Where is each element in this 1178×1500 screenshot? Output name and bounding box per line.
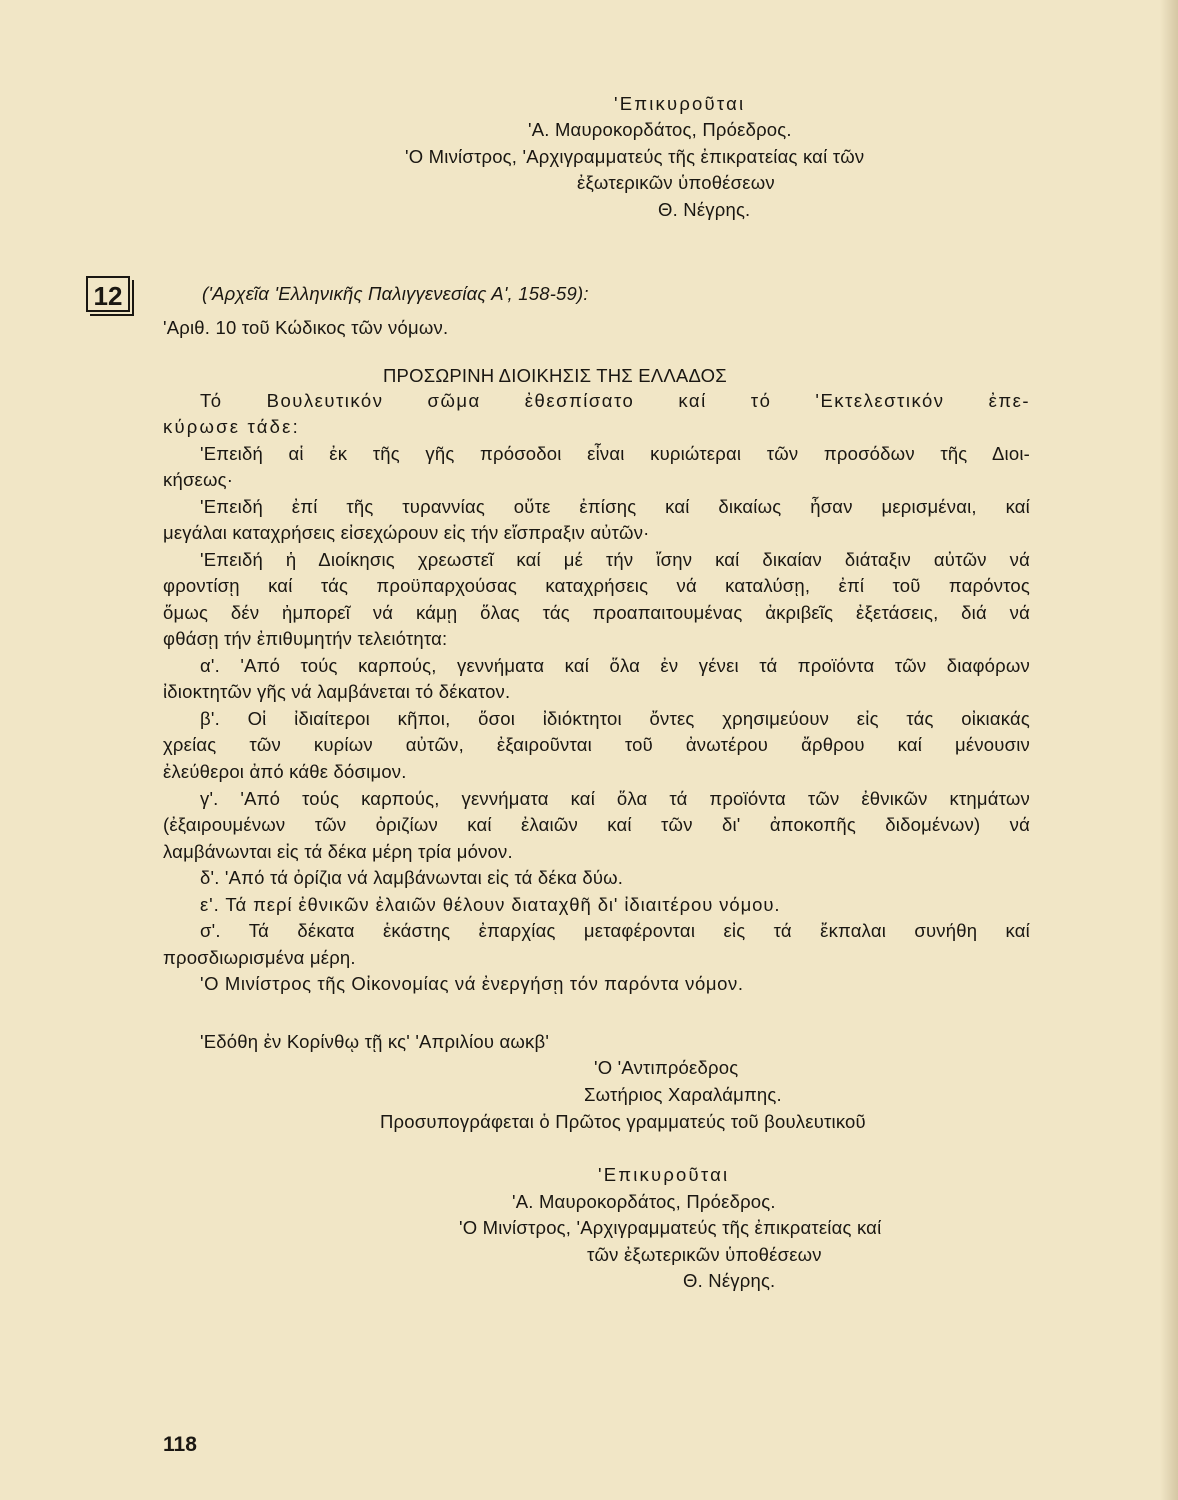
body-line-21: σ'. Τά δέκατα ἑκάστης ἐπαρχίας μεταφέρονται εἰς τά ἔκπαλαι συνήθη καί bbox=[200, 920, 1030, 941]
issued-line: 'Εδόθη ἐν Κορίνθῳ τῇ κς' 'Απριλίου αωκβ' bbox=[200, 1031, 550, 1052]
body-line-2: κύρωσε τάδε: bbox=[163, 416, 300, 437]
top-ratified: 'Επικυροῦται bbox=[614, 93, 746, 114]
body-line-11: α'. 'Από τούς καρπούς, γεννήματα καί ὅλα ἐν γένει τά προϊόντα τῶν διαφόρων bbox=[200, 655, 1030, 676]
bottom-minister-line1: 'Ο Μινίστρος, 'Αρχιγραμματεύς τῆς ἐπικρατείας καί bbox=[459, 1217, 882, 1238]
page-edge-shadow bbox=[1160, 0, 1178, 1500]
top-signature: Θ. Νέγρης. bbox=[658, 199, 751, 220]
bottom-ratified: 'Επικυροῦται bbox=[598, 1164, 730, 1185]
body-line-5: 'Επειδή ἐπί τῆς τυραννίας οὔτε ἐπίσης καί δικαίως ἦσαν μερισμέναι, καί bbox=[200, 496, 1030, 517]
top-president: 'Α. Μαυροκορδάτος, Πρόεδρος. bbox=[528, 119, 792, 140]
top-minister-line1: 'Ο Μινίστρος, 'Αρχιγραμματεύς τῆς ἐπικρατείας καί τῶν bbox=[405, 146, 865, 167]
vice-president-name: Σωτήριος Χαραλάμπης. bbox=[584, 1084, 782, 1105]
bottom-signature: Θ. Νέγρης. bbox=[683, 1270, 776, 1291]
body-line-12: ἰδιοκτητῶν γῆς νά λαμβάνεται τό δέκατον. bbox=[163, 681, 511, 702]
body-line-23: 'Ο Μινίστρος τῆς Οἰκονομίας νά ἐνεργήσῃ τόν παρόντα νόμον. bbox=[200, 973, 744, 994]
page-number: 118 bbox=[163, 1433, 197, 1456]
document-number-box: 12 bbox=[86, 276, 130, 312]
top-minister-line2: ἐξωτερικῶν ὑποθέσεων bbox=[577, 172, 775, 193]
body-line-3: 'Επειδή αἱ ἐκ τῆς γῆς πρόσοδοι εἶναι κυριώτεραι τῶν προσόδων τῆς Διοι- bbox=[200, 443, 1030, 464]
body-line-20: ε'. Τά περί ἐθνικῶν ἐλαιῶν θέλουν διαταχθῆ δι' ἰδιαιτέρου νόμου. bbox=[200, 894, 781, 915]
law-number: 'Αριθ. 10 τοῦ Κώδικος τῶν νόμων. bbox=[163, 317, 449, 338]
bottom-minister-line2: τῶν ἐξωτερικῶν ὑποθέσεων bbox=[587, 1244, 822, 1265]
body-line-16: γ'. 'Από τούς καρπούς, γεννήματα καί ὅλα τά προϊόντα τῶν ἐθνικῶν κτημάτων bbox=[200, 788, 1030, 809]
body-line-8: φροντίσῃ καί τάς προϋπαρχούσας καταχρήσεις νά καταλύσῃ, ἐπί τοῦ παρόντος bbox=[163, 575, 1030, 596]
body-line-13: β'. Οἱ ἰδιαίτεροι κῆποι, ὅσοι ἰδιόκτητοι ὄντες χρησιμεύουν εἰς τάς οἰκιακάς bbox=[200, 708, 1030, 729]
body-line-15: ἐλεύθεροι ἀπό κάθε δόσιμον. bbox=[163, 761, 407, 782]
body-line-10: φθάσῃ τήν ἐπιθυμητήν τελειότητα: bbox=[163, 628, 448, 649]
body-line-14: χρείας τῶν κυρίων αὐτῶν, ἐξαιροῦνται τοῦ ἀνωτέρου ἄρθρου καί μένουσιν bbox=[163, 734, 1030, 755]
bottom-president: 'Α. Μαυροκορδάτος, Πρόεδρος. bbox=[512, 1191, 776, 1212]
source-citation: ('Αρχεῖα 'Ελληνικῆς Παλιγγενεσίας Α', 158-59): bbox=[202, 283, 589, 304]
body-line-4: κήσεως· bbox=[163, 469, 234, 490]
body-line-17: (ἐξαιρουμένων τῶν ὀριζίων καί ἐλαιῶν καί τῶν δι' ἀποκοπῆς διδομένων) νά bbox=[163, 814, 1030, 835]
body-line-22: προσδιωρισμένα μέρη. bbox=[163, 947, 356, 968]
countersigned-line: Προσυπογράφεται ὁ Πρῶτος γραμματεύς τοῦ βουλευτικοῦ bbox=[380, 1111, 866, 1132]
body-line-1: Τό Βουλευτικόν σῶμα ἐθεσπίσατο καί τό 'Εκτελεστικόν ἐπε- bbox=[200, 390, 1030, 411]
body-line-18: λαμβάνωνται εἰς τά δέκα μέρη τρία μόνον. bbox=[163, 841, 513, 862]
body-line-9: ὅμως δέν ἠμπορεῖ νά κάμῃ ὅλας τάς προαπαιτουμένας ἀκριβεῖς ἐξετάσεις, διά νά bbox=[163, 602, 1030, 623]
heading: ΠΡΟΣΩΡΙΝΗ ΔΙΟΙΚΗΣΙΣ ΤΗΣ ΕΛΛΑΔΟΣ bbox=[383, 365, 727, 386]
body-line-19: δ'. 'Από τά ὀρίζια νά λαμβάνωνται εἰς τά δέκα δύω. bbox=[200, 867, 624, 888]
vice-president-title: 'Ο 'Αντιπρόεδρος bbox=[594, 1057, 739, 1078]
body-line-7: 'Επειδή ἡ Διοίκησις χρεωστεῖ καί μέ τήν ἴσην καί δικαίαν διάταξιν αὐτῶν νά bbox=[200, 549, 1030, 570]
body-line-6: μεγάλαι καταχρήσεις εἰσεχώρουν εἰς τήν εἴσπραξιν αὐτῶν· bbox=[163, 522, 650, 543]
